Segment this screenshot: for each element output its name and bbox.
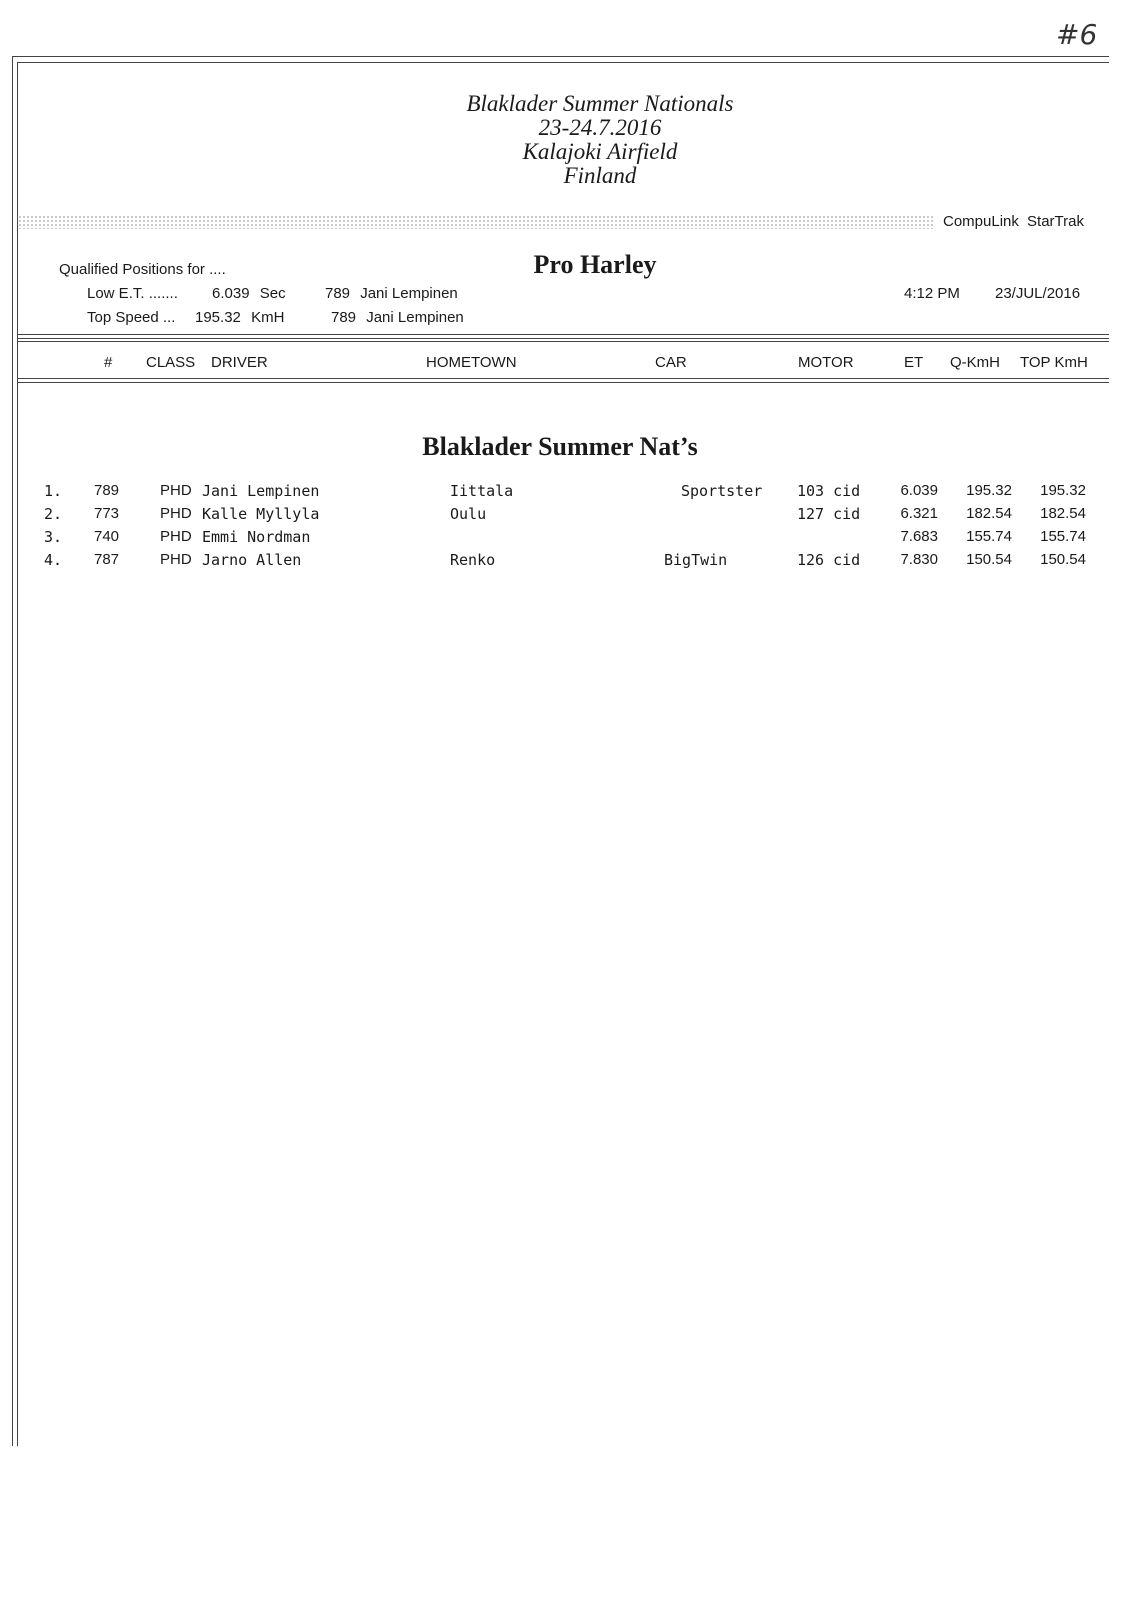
driver-cell: Jani Lempinen <box>202 482 320 500</box>
pos-cell: 1. <box>44 482 63 500</box>
frame-left-inner <box>17 62 18 1446</box>
event-dates: 23-24.7.2016 <box>538 115 662 140</box>
driver-cell: Kalle Myllyla <box>202 505 320 523</box>
et-cell: 7.830 <box>900 551 938 568</box>
et-cell: 7.683 <box>900 528 938 545</box>
qkmh-cell: 150.54 <box>966 551 1012 568</box>
rule <box>17 341 1109 342</box>
qkmh-cell: 195.32 <box>966 482 1012 499</box>
hometown-cell: Iittala <box>450 482 514 500</box>
top-speed-unit: KmH <box>251 309 285 326</box>
low-et-car-number: 789 <box>325 285 351 302</box>
event-name: Blaklader Summer Nationals <box>466 91 734 116</box>
class-cell: PHD <box>160 528 192 545</box>
low-et-unit: Sec <box>259 285 286 302</box>
et-cell: 6.039 <box>900 482 938 499</box>
driver-cell: Emmi Nordman <box>202 528 311 546</box>
car-cell: Sportster <box>681 482 763 500</box>
qualified-title: Qualified Positions for .... <box>59 261 226 278</box>
topkmh-cell: 155.74 <box>1040 528 1086 545</box>
qkmh-cell: 182.54 <box>966 505 1012 522</box>
event-header <box>300 92 900 188</box>
col-header-qkmh: Q-KmH <box>950 354 1000 371</box>
system-name-1: CompuLink <box>943 213 1019 230</box>
num-cell: 740 <box>94 528 120 545</box>
top-speed-label: Top Speed ... <box>87 309 176 326</box>
table-row <box>0 482 1121 504</box>
class-cell: PHD <box>160 505 192 522</box>
rule <box>17 378 1109 379</box>
col-header-car: CAR <box>655 354 687 371</box>
pos-cell: 4. <box>44 551 63 569</box>
handwritten-mark: #6 <box>1056 18 1098 51</box>
frame-top-inner <box>17 62 1109 63</box>
low-et-driver: Jani Lempinen <box>360 285 458 302</box>
et-cell: 6.321 <box>900 505 938 522</box>
pos-cell: 3. <box>44 528 63 546</box>
table-row <box>0 551 1121 573</box>
report-time: 4:12 PM <box>904 285 960 302</box>
top-speed-number: 195.32 <box>195 309 241 326</box>
col-header-num: # <box>104 354 113 371</box>
section-title: Blaklader Summer Nat’s <box>422 432 698 461</box>
col-header-topkmh: TOP KmH <box>1020 354 1088 371</box>
num-cell: 787 <box>94 551 120 568</box>
class-title: Pro Harley <box>533 250 657 279</box>
col-header-et: ET <box>904 354 924 371</box>
col-header-hometown: HOMETOWN <box>426 354 517 371</box>
top-speed-driver: Jani Lempinen <box>366 309 464 326</box>
rule <box>17 338 1109 339</box>
topkmh-cell: 195.32 <box>1040 482 1086 499</box>
col-header-motor: MOTOR <box>798 354 854 371</box>
system-label <box>943 213 1084 230</box>
col-header-class: CLASS <box>146 354 196 371</box>
frame-left-outer <box>12 56 13 1446</box>
table-row <box>0 505 1121 527</box>
motor-cell: 126 cid <box>797 551 861 569</box>
pos-cell: 2. <box>44 505 63 523</box>
topkmh-cell: 182.54 <box>1040 505 1086 522</box>
event-venue: Kalajoki Airfield <box>522 139 678 164</box>
dotted-separator <box>18 215 933 229</box>
driver-cell: Jarno Allen <box>202 551 302 569</box>
low-et-label: Low E.T. ....... <box>87 285 178 302</box>
class-cell: PHD <box>160 482 192 499</box>
hometown-cell: Renko <box>450 551 496 569</box>
table-row <box>0 528 1121 550</box>
system-name-2: StarTrak <box>1027 213 1084 230</box>
report-date: 23/JUL/2016 <box>995 285 1081 302</box>
car-cell: BigTwin <box>664 551 728 569</box>
rule <box>17 382 1109 383</box>
frame-top-outer <box>12 56 1109 57</box>
qkmh-cell: 155.74 <box>966 528 1012 545</box>
hometown-cell: Oulu <box>450 505 487 523</box>
num-cell: 773 <box>94 505 120 522</box>
topkmh-cell: 150.54 <box>1040 551 1086 568</box>
rule <box>17 334 1109 335</box>
low-et-holder <box>325 285 458 302</box>
event-country: Finland <box>563 163 637 188</box>
low-et-number: 6.039 <box>212 285 250 302</box>
top-speed-value <box>195 309 284 326</box>
top-speed-car-number: 789 <box>331 309 357 326</box>
class-cell: PHD <box>160 551 192 568</box>
col-header-driver: DRIVER <box>211 354 268 371</box>
motor-cell: 103 cid <box>797 482 861 500</box>
motor-cell: 127 cid <box>797 505 861 523</box>
num-cell: 789 <box>94 482 120 499</box>
low-et-value <box>212 285 286 302</box>
top-speed-holder <box>331 309 464 326</box>
